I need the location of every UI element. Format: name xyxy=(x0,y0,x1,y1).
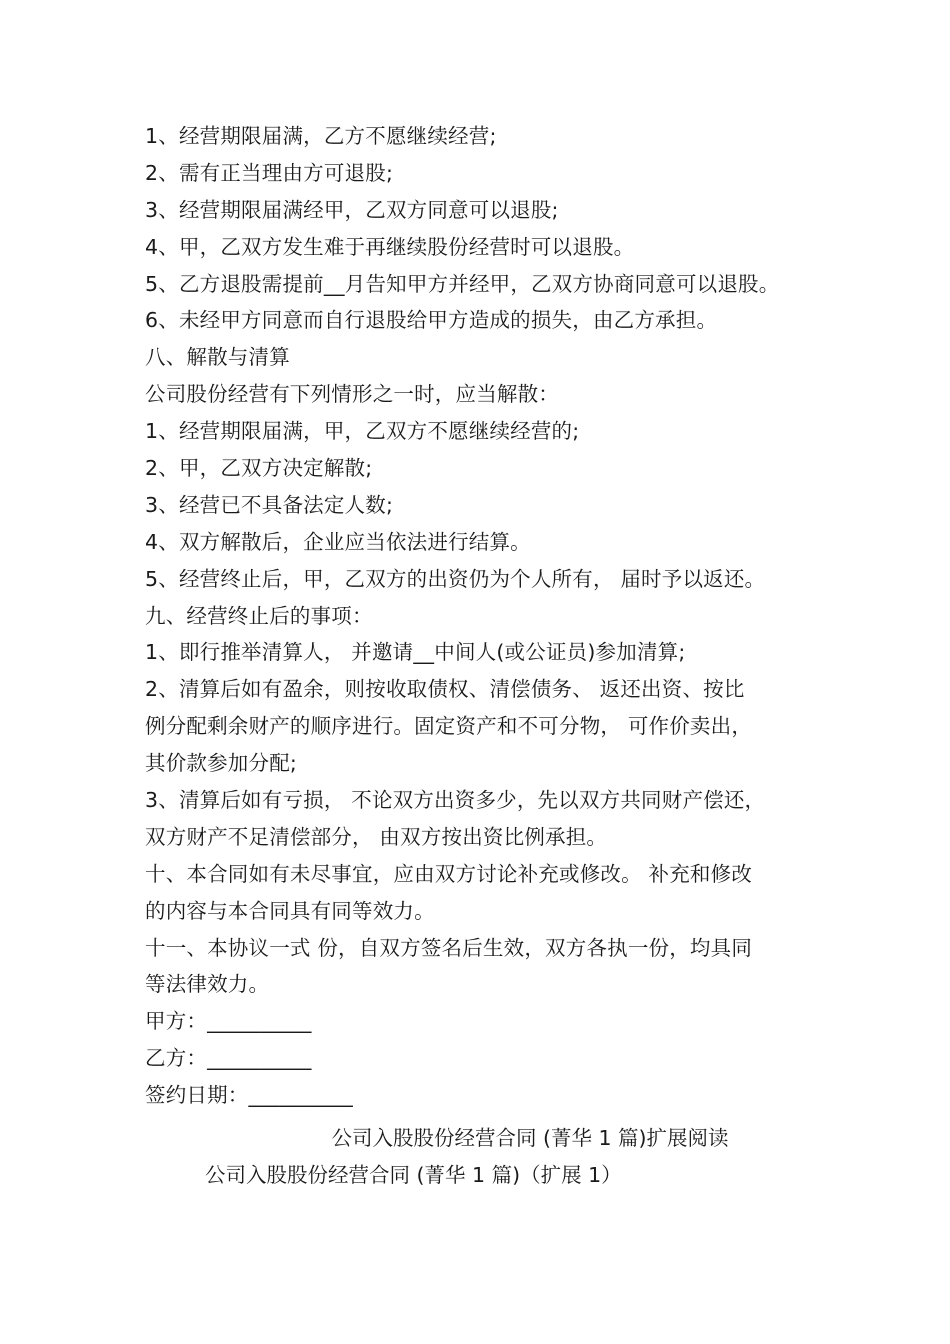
text-line: 1、经营期限届满，甲，乙双方不愿继续经营的; xyxy=(145,419,580,444)
signature-party-b: 乙方：__________ xyxy=(145,1046,312,1071)
text-line: 公司股份经营有下列情形之一时，应当解散： xyxy=(145,382,559,407)
signature-party-a: 甲方：__________ xyxy=(145,1009,312,1034)
section-heading: 九、经营终止后的事项： xyxy=(145,603,373,628)
text-line: 的内容与本合同具有同等效力。 xyxy=(145,898,435,923)
text-line: 6、未经甲方同意而自行退股给甲方造成的损失，由乙方承担。 xyxy=(145,308,718,333)
text-line: 1、经营期限届满，乙方不愿继续经营; xyxy=(145,124,497,148)
text-line: 双方财产不足清偿部分， 由双方按出资比例承担。 xyxy=(145,824,608,849)
text-line: 十、本合同如有未尽事宜，应由双方讨论补充或修改。 补充和修改 xyxy=(145,861,753,886)
text-line: 2、甲，乙双方决定解散; xyxy=(145,456,373,481)
text-line: 等法律效力。 xyxy=(145,972,270,997)
section-heading: 八、解散与清算 xyxy=(145,345,290,370)
extended-reading-subtitle: 公司入股股份经营合同 (菁华 1 篇)（扩展 1） xyxy=(205,1163,622,1187)
text-line: 3、清算后如有亏损， 不论双方出资多少，先以双方共同财产偿还， xyxy=(145,788,766,813)
text-line: 5、经营终止后，甲，乙双方的出资仍为个人所有， 届时予以返还。 xyxy=(145,566,766,591)
document-body xyxy=(145,118,835,1114)
text-line: 3、经营期限届满经甲，乙双方同意可以退股; xyxy=(145,197,559,222)
text-line: 十一、本协议一式 份，自双方签名后生效，双方各执一份，均具同 xyxy=(145,935,753,960)
text-line: 4、甲，乙双方发生难于再继续股份经营时可以退股。 xyxy=(145,234,635,259)
text-line: 其价款参加分配; xyxy=(145,751,298,776)
text-line: 2、需有正当理由方可退股; xyxy=(145,160,394,185)
text-line: 5、乙方退股需提前__月告知甲方并经甲，乙双方协商同意可以退股。 xyxy=(145,271,780,296)
text-line: 例分配剩余财产的顺序进行。固定资产和不可分物， 可作价卖出， xyxy=(145,714,753,739)
text-line: 2、清算后如有盈余，则按收取债权、清偿债务、 返还出资、按比 xyxy=(145,677,745,702)
signing-date: 签约日期：__________ xyxy=(145,1083,353,1108)
extended-reading-title: 公司入股股份经营合同 (菁华 1 篇)扩展阅读 xyxy=(331,1126,729,1150)
text-line: 4、双方解散后，企业应当依法进行结算。 xyxy=(145,529,531,554)
text-line: 1、即行推举清算人， 并邀请__中间人(或公证员)参加清算; xyxy=(145,640,686,665)
text-line: 3、经营已不具备法定人数; xyxy=(145,492,394,517)
